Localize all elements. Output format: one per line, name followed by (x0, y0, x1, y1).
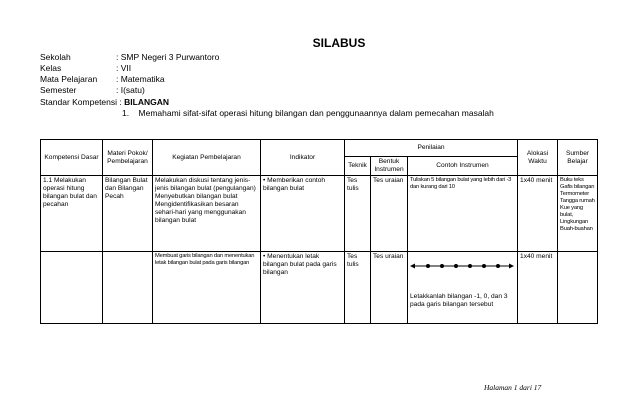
cell-sumber: Buku teks Gafis bilangan Termometer Tangga rumah Kue yang bulat, Lingkungan Buah-buahan (558, 176, 598, 252)
cell-materi: Bilangan Bulat dan Bilangan Pecah (103, 176, 153, 252)
header-penilaian: Penilaian (345, 140, 518, 157)
sk-value: BILANGAN (124, 97, 169, 107)
cell-kegiatan: Membuat garis bilangan dan menentukan letak bilangan bulat pada garis bilangan (153, 252, 261, 324)
standar-kompetensi (40, 97, 494, 119)
cell-indikator (261, 252, 345, 324)
cell-bentuk: Tes uraian (371, 252, 408, 324)
cell-kegiatan: Melakukan diskusi tentang jenis-jenis bilangan bulat (pengulangan) Menyebutkan bilangan bulat Mengidentifikasikan besaran sehari-hari yang menggunakan bilangan bulat (153, 176, 261, 252)
header-indikator: Indikator (261, 140, 345, 176)
info-value: : SMP Negeri 3 Purwantoro (116, 52, 220, 62)
table-row (41, 176, 598, 252)
cell-bentuk: Tes uraian (371, 176, 408, 252)
table-row (41, 252, 598, 324)
info-block (40, 52, 219, 96)
info-value: : VII (116, 63, 132, 73)
header-sumber: Sumber Belajar (558, 140, 598, 176)
sk-label: Standar Kompetensi : (40, 97, 122, 107)
info-value: : I(satu) (116, 85, 145, 95)
header-kompetensi: Kompetensi Dasar (41, 140, 103, 176)
contoh-text: Letakkanlah bilangan -1, 0, dan 3 pada garis bilangan tersebut (410, 293, 508, 308)
header-alokasi: Alokasi Waktu (518, 140, 558, 176)
page-footer: Halaman 1 dari 17 (484, 383, 542, 392)
indikator-text: Menentukan letak bilangan bulat pada garis bilangan (263, 253, 337, 276)
bullet-icon: • (263, 177, 266, 184)
header-bentuk: Bentuk Instrumen (371, 157, 408, 176)
info-row-mapel (40, 74, 219, 85)
info-row-semester (40, 85, 219, 96)
silabus-table (40, 139, 598, 324)
cell-alokasi: 1x40 menit (518, 176, 558, 252)
number-line (410, 253, 515, 293)
cell-contoh (408, 252, 518, 324)
sk-item-no: 1. (122, 108, 130, 118)
info-row-sekolah (40, 52, 219, 63)
number-line-graphic (410, 259, 514, 273)
cell-teknik: Tes tulis (345, 252, 371, 324)
info-label: Semester (40, 85, 77, 95)
header-materi: Materi Pokok/ Pembelajaran (103, 140, 153, 176)
page-title: SILABUS (312, 36, 366, 50)
sk-item-text: Memahami sifat-sifat operasi hitung bilangan dan penggunaannya dalam pemecahan masalah (138, 108, 494, 118)
cell-indikator (261, 176, 345, 252)
cell-contoh: Tuliskan 5 bilangan bulat yang lebih dari -3 dan kurang dari 10 (408, 176, 518, 252)
info-label: Mata Pelajaran (40, 74, 98, 84)
info-label: Kelas (40, 63, 62, 73)
indikator-text: Memberikan contoh bilangan bulat (263, 177, 326, 192)
bullet-icon: • (263, 253, 266, 260)
cell-kompetensi: 1.1 Melakukan operasi hitung bilangan bulat dan pecahan (41, 176, 103, 252)
cell-teknik: Tes tulis (345, 176, 371, 252)
info-label: Sekolah (40, 52, 71, 62)
info-value: : Matematika (116, 74, 165, 84)
cell-alokasi: 1x40 menit (518, 252, 558, 324)
header-teknik: Teknik (345, 157, 371, 176)
info-row-kelas (40, 63, 219, 74)
cell-materi (103, 252, 153, 324)
header-contoh: Contoh Instrumen (408, 157, 518, 176)
cell-kompetensi (41, 252, 103, 324)
cell-sumber (558, 252, 598, 324)
header-kegiatan: Kegiatan Pembelajaran (153, 140, 261, 176)
